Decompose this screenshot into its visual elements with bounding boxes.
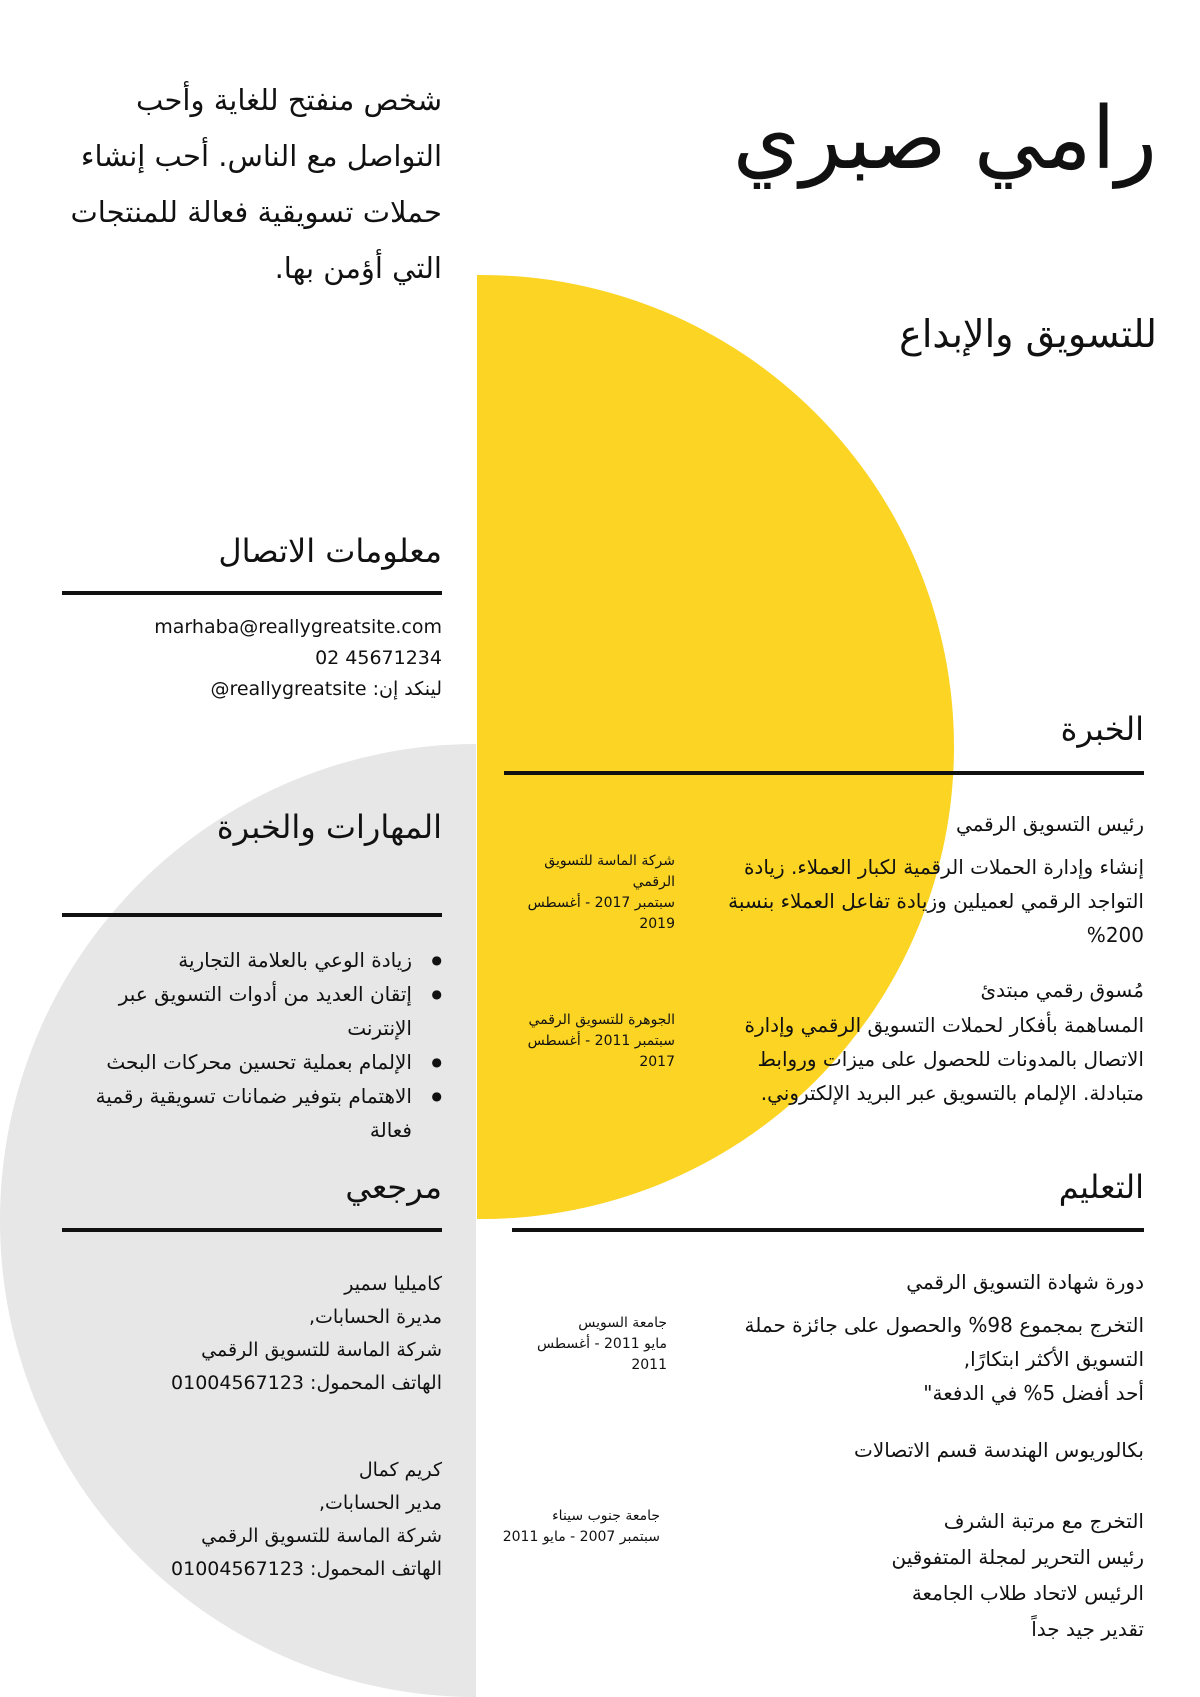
education-description: [704, 1503, 1144, 1647]
list-item: ● إتقان العديد من أدوات التسويق عبر الإنترنت: [72, 977, 442, 1045]
education-institution: جامعة السويس: [578, 1315, 667, 1331]
intro-paragraph: شخص منفتح للغاية وأحب التواصل مع الناس. أحب إنشاء حملات تسويقية فعالة للمنتجات التي أؤمن بها.: [70, 83, 442, 285]
job-company: الجوهرة للتسويق الرقمي: [528, 1012, 675, 1028]
reference-role: مديرة الحسابات,: [309, 1306, 442, 1328]
experience-divider: [504, 771, 1144, 775]
education-line: رئيس التحرير لمجلة المتفوقين: [891, 1545, 1144, 1569]
job-description: المساهمة بأفكار لحملات التسويق الرقمي وإدارة الاتصال بالمدونات للحصول على ميزات وروابط متبادلة. الإلمام بالتسويق عبر البريد الإلكتروني.: [744, 1013, 1144, 1105]
person-name: رامي صبري: [732, 89, 1157, 189]
education-title: دورة شهادة التسويق الرقمي: [906, 1270, 1144, 1294]
experience-heading: الخبرة: [1060, 710, 1144, 748]
job-description: إنشاء وإدارة الحملات الرقمية لكبار العملاء. زيادة التواجد الرقمي لعميلين وزيادة تفاعل العملاء بنسبة 200%: [728, 855, 1144, 947]
list-item: ● الإلمام بعملية تحسين محركات البحث: [72, 1045, 442, 1079]
education-meta: [502, 1313, 667, 1376]
skills-list: [72, 943, 442, 1147]
reference-phone: الهاتف المحمول: 01004567123: [171, 1372, 442, 1394]
education-description: [704, 1308, 1144, 1410]
education-meta: [495, 1506, 660, 1548]
references-heading: مرجعي: [345, 1168, 442, 1206]
contact-heading: معلومات الاتصال: [218, 532, 442, 570]
contact-divider: [62, 591, 442, 595]
contact-details: [82, 612, 442, 705]
education-institution: جامعة جنوب سيناء: [552, 1508, 660, 1524]
education-dates: مايو 2011 - أغسطس 2011: [537, 1336, 667, 1373]
skills-heading: المهارات والخبرة: [216, 808, 442, 846]
reference-company: شركة الماسة للتسويق الرقمي: [201, 1525, 442, 1547]
job-dates: سبتمبر 2017 - أغسطس 2019: [527, 895, 675, 932]
linkedin-label: لينكد إن:: [372, 678, 442, 700]
list-item: ● الاهتمام بتوفير ضمانات تسويقية رقمية فعالة: [72, 1079, 442, 1147]
linkedin-handle: @reallygreatsite: [210, 678, 367, 700]
education-line: التخرج مع مرتبة الشرف: [943, 1509, 1144, 1533]
job-meta: [510, 851, 675, 935]
job-company: شركة الماسة للتسويق الرقمي: [544, 853, 675, 890]
contact-linkedin[interactable]: [210, 678, 442, 700]
reference-name: كاميليا سمير: [344, 1273, 442, 1295]
job-dates: سبتمبر 2011 - أغسطس 2017: [527, 1033, 675, 1070]
person-subtitle: للتسويق والإبداع: [899, 312, 1157, 356]
education-line: الرئيس لاتحاد طلاب الجامعة: [911, 1581, 1144, 1605]
education-title: بكالوريوس الهندسة قسم الاتصالات: [854, 1438, 1144, 1462]
reference-card: [42, 1268, 442, 1400]
education-line: أحد أفضل 5% في الدفعة": [923, 1381, 1144, 1405]
education-line: التخرج بمجموع 98% والحصول على جائزة حملة التسويق الأكثر ابتكارًا,: [744, 1313, 1144, 1371]
reference-card: [42, 1454, 442, 1586]
skills-divider: [62, 913, 442, 917]
list-item: ● زيادة الوعي بالعلامة التجارية: [72, 943, 442, 977]
education-line: تقدير جيد جداً: [1031, 1617, 1144, 1641]
reference-name: كريم كمال: [358, 1459, 442, 1481]
contact-email[interactable]: marhaba@reallygreatsite.com: [154, 616, 442, 638]
references-divider: [62, 1228, 442, 1232]
reference-company: شركة الماسة للتسويق الرقمي: [201, 1339, 442, 1361]
job-meta: [510, 1010, 675, 1073]
reference-role: مدير الحسابات,: [318, 1492, 442, 1514]
reference-phone: الهاتف المحمول: 01004567123: [171, 1558, 442, 1580]
contact-phone: 02 45671234: [315, 647, 442, 669]
education-heading: التعليم: [1058, 1168, 1144, 1206]
education-dates: سبتمبر 2007 - مايو 2011: [502, 1529, 660, 1545]
education-divider: [512, 1228, 1144, 1232]
job-title: مُسوق رقمي مبتدئ: [980, 978, 1144, 1002]
job-title: رئيس التسويق الرقمي: [955, 812, 1144, 836]
